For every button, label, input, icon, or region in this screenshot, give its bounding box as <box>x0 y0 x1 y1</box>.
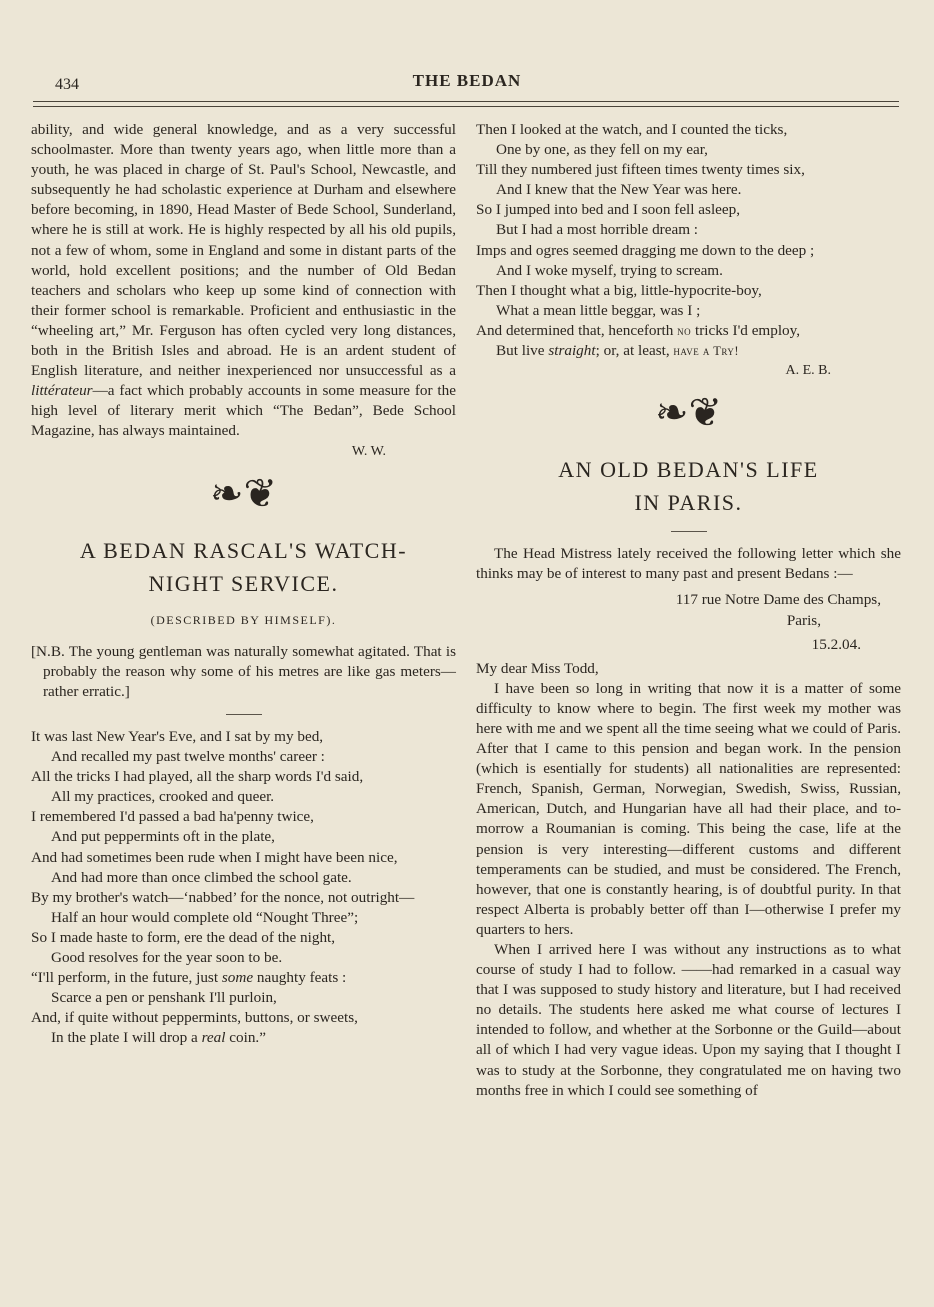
poem-line: And I knew that the New Year was here. <box>496 181 742 199</box>
letter-date: 15.2.04. <box>811 635 861 653</box>
poem-line: So I made haste to form, ere the dead of the night, <box>31 928 336 946</box>
signature-aeb: A. E. B. <box>785 363 831 379</box>
header-rule <box>33 101 899 102</box>
poem-line: “I'll perform, in the future, just some naughty feats : <box>31 969 347 987</box>
biography-paragraph: ability, and wide general knowledge, and as a very successful schoolmaster. More than twenty years ago, when little more than a youth, he was placed in charge of St. Paul's School, Newcastle, and subsequently he had scholastic experience at Durham and elsewhere before becoming, in 1890, Head Master of Bede School, Sunderland, where he is still at work. He is highly respected by all his old pupils, not a few of whom, some in England and some in distant parts of the world, hold excellent positions; and the number of Old Bedan teachers and scholars who keep up some kind of connection with their former school is remarkable. Proficient and enthusiastic in the “wheeling art,” Mr. Ferguson has often cycled very long distances, both in the British Isles and abroad. He is an ardent student of English literature, and neither inexperienced nor unsuccessful as a littérateur—a fact which probably accounts in some measure for the high level of literary merit which “The Bedan”, Bede School Magazine, has always maintained. <box>31 121 456 440</box>
letter-address-city: Paris, <box>786 611 821 629</box>
editor-note: [N.B. The young gentleman was naturally somewhat agitated. That is probably the reason why some of his metres are like gas meters—rather erratic.] <box>31 642 456 700</box>
poem-line: And, if quite without peppermints, buttons, or sweets, <box>31 1009 358 1027</box>
article-intro: The Head Mistress lately received the following letter which she thinks may be of interest to many past and present Bedans :— <box>476 545 901 583</box>
letter-address: 117 rue Notre Dame des Champs, <box>675 591 881 609</box>
section-divider <box>671 531 707 532</box>
poem-line: But I had a most horrible dream : <box>496 221 699 239</box>
poem-line: In the plate I will drop a real coin.” <box>51 1029 266 1047</box>
poem-line: But live straight; or, at least, have a Try! <box>496 342 740 360</box>
poem-line: All the tricks I had played, all the sharp words I'd said, <box>31 768 364 786</box>
poem-line: I remembered I'd passed a bad ha'penny twice, <box>31 808 314 826</box>
signature-ww: W. W. <box>351 443 386 459</box>
poem-line: Good resolves for the year soon to be. <box>51 949 283 966</box>
ornament-icon: ❧❦ <box>209 470 278 516</box>
poem-line: Then I looked at the watch, and I counted the ticks, <box>476 121 788 138</box>
letter-paragraph: When I arrived here I was without any instructions as to what course of study I had to follow. ——had remarked in a casual way that I was supposed to study history and literature, but I had received no details. The students here asked me what course of lectures I intended to follow, and whether at the Sorbonne or the Guild—about all of which I had very vague ideas. Upon my saying that I thought I was to study at the Sorbonne, they congratulated me on having two months free in which I could see something of <box>476 941 901 1099</box>
poem-line: And determined that, henceforth no tricks I'd employ, <box>476 321 801 339</box>
poem-line: One by one, as they fell on my ear, <box>496 141 708 159</box>
header-rule-thin <box>33 106 899 107</box>
poem-line: Till they numbered just fifteen times twenty times six, <box>476 161 805 179</box>
poem-line: And recalled my past twelve months' career : <box>51 748 325 766</box>
section-divider <box>226 714 262 715</box>
poem-line: And had more than once climbed the school gate. <box>51 868 352 886</box>
right-column <box>476 120 901 1101</box>
letter-salutation: My dear Miss Todd, <box>476 659 599 677</box>
poem-line: So I jumped into bed and I soon fell asleep, <box>476 201 741 219</box>
left-column <box>31 120 456 1048</box>
poem-line: Half an hour would complete old “Nought Three”; <box>51 908 359 926</box>
ornament-icon: ❧❦ <box>654 390 723 436</box>
poem-subtitle: (DESCRIBED BY HIMSELF). <box>150 612 337 627</box>
page-number: 434 <box>55 76 79 93</box>
poem-line: By my brother's watch—‘nabbed’ for the nonce, not outright— <box>31 888 415 906</box>
article-title: AN OLD BEDAN'S LIFE IN PARIS. <box>558 457 819 516</box>
poem-line: Scarce a pen or penshank I'll purloin, <box>51 989 277 1007</box>
poem-line: What a mean little beggar, was I ; <box>496 301 701 319</box>
poem-line: And put peppermints oft in the plate, <box>51 828 275 846</box>
poem-line: It was last New Year's Eve, and I sat by my bed, <box>31 727 324 745</box>
poem-line: Then I thought what a big, little-hypocrite-boy, <box>476 281 762 299</box>
letter-paragraph: I have been so long in writing that now it is a matter of some difficulty to know where to begin. The first week my mother was here with me and we spent all the time seeing what we could of Paris. After that I came to this pension and began work. In the pension (which is esentially for students) all nationalities are represented: French, Spanish, German, Norwegian, Swedish, Swiss, Russian, American, Dutch, and Hungarian have all had their place, and to-morrow a Roumanian is coming. This being the case, life at the pension is very interesting—different customs and different temperaments can be studied, and must be considered. The French, however, that one is constantly hearing, is of doubtful purity. In that respect Alberta is probably better off than I—otherwise I prefer my quarters to hers. <box>476 679 901 938</box>
poem-title: A BEDAN RASCAL'S WATCH- NIGHT SERVICE. <box>79 537 408 596</box>
poem-line: Imps and ogres seemed dragging me down to the deep ; <box>476 241 815 259</box>
poem-line: All my practices, crooked and queer. <box>51 788 275 806</box>
poem-line: And I woke myself, trying to scream. <box>496 261 723 279</box>
running-title: THE BEDAN <box>412 71 522 90</box>
poem-line: And had sometimes been rude when I might have been nice, <box>31 848 398 866</box>
